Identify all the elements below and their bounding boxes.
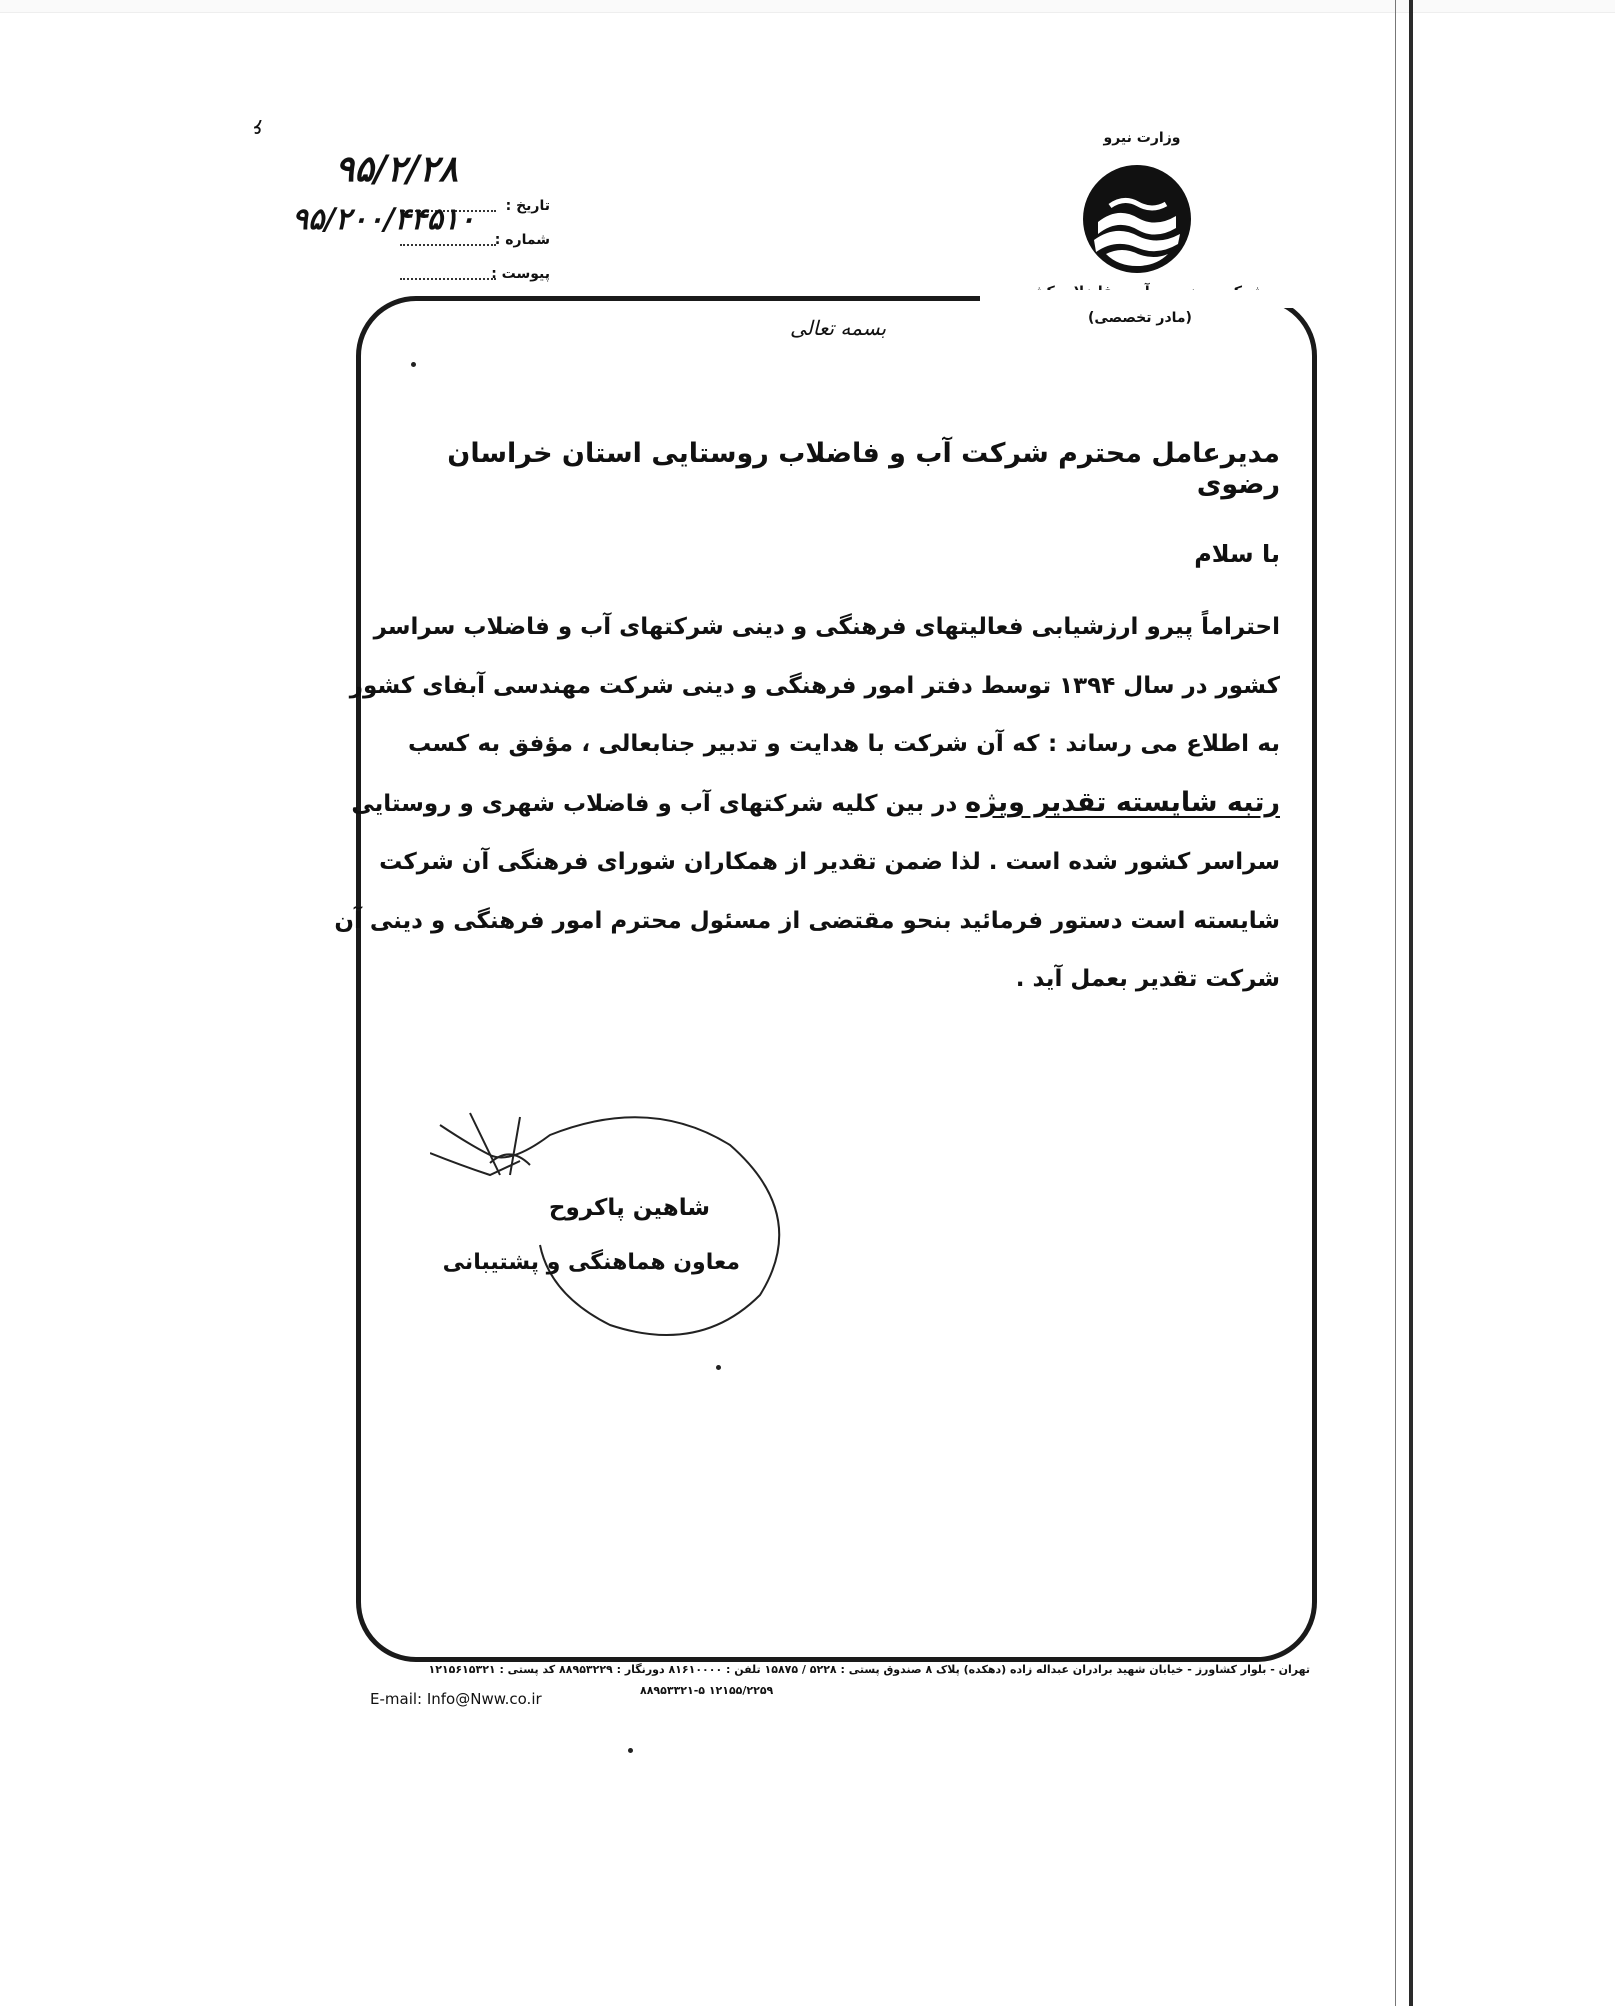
ministry-name: وزارت نیرو [1103,130,1181,146]
attachment-row [390,256,550,284]
footer-codes: ۸۸۹۵۳۳۲۱-۵ ۱۲۱۵۵/۲۲۵۹ [640,1684,774,1697]
scan-edge-line [1395,0,1396,2006]
scan-speck [628,1748,633,1753]
signer-name: شاهین پاکروح [548,1195,710,1221]
date-value: ۹۵/۲/۲۸ [335,148,458,190]
body-line: به اطلاع می رساند : که آن شرکت با هدایت و تدبیر جنابعالی ، مؤفق به کسب [408,731,1280,757]
letter-body [334,598,1280,1009]
salutation: با سلام [1194,540,1280,568]
body-line: احتراماً پیرو ارزشیابی فعالیتهای فرهنگی و دینی شرکتهای آب و فاضلاب سراسر [373,614,1280,640]
scan-edge-border [1409,0,1413,2006]
scan-speck [411,362,416,367]
scan-edge-top [0,0,1615,13]
frame-gap [980,290,1300,308]
signer-title: معاون هماهنگی و پشتیبانی [442,1250,740,1275]
footer-address: تهران - بلوار کشاورز - خیابان شهید برادران عبداله زاده (دهکده) پلاک ۸ صندوق پستی : ۵۲۲۸ / ۱۵۸۷۵ تلفن : ۸۱۶۱۰۰۰۰ دورنگار : ۸۸۹۵۳۲۲۹ کد پستی : ۱۲۱۵۶۱۵۳۲۱ [428,1663,1310,1676]
invocation: بسمه تعالی [790,316,887,340]
scan-speck [716,1365,721,1370]
footer-email: E-mail: Info@Nww.co.ir [370,1690,542,1708]
body-line: شایسته است دستور فرمائید بنحو مقتضی از مسئول محترم امور فرهنگی و دینی آن [334,907,1280,934]
body-line: شرکت تقدیر بعمل آید . [1015,966,1280,992]
body-line: کشور در سال ۱۳۹۴ توسط دفتر امور فرهنگی و دینی شرکت مهندسی آبفای کشور [349,672,1280,699]
number-line [400,244,496,246]
water-waves-logo-icon [1080,162,1194,276]
addressee: مدیرعامل محترم شرکت آب و فاضلاب روستایی استان خراسان رضوی [447,438,1280,500]
body-line: سراسر کشور شده است . لذا ضمن تقدیر از همکاران شورای فرهنگی آن شرکت [379,849,1280,875]
attachment-label: پیوست : [491,266,550,282]
date-label: تاریخ : [505,198,550,214]
emphasis-text: رتبه شایسته تقدیر ویژه [965,786,1280,818]
corner-mark: ۶ [252,114,264,139]
number-label: شماره : [494,232,550,248]
number-value: ۹۵/۲۰۰/۴۴۵۱۰ [292,202,476,237]
signature-scribble [430,1105,810,1345]
company-subtitle: (مادر تخصصی) [1088,310,1192,326]
attachment-line [400,278,496,280]
body-line-rest: در بین کلیه شرکتهای آب و فاضلاب شهری و روستایی [351,790,958,817]
body-line [351,774,1280,834]
